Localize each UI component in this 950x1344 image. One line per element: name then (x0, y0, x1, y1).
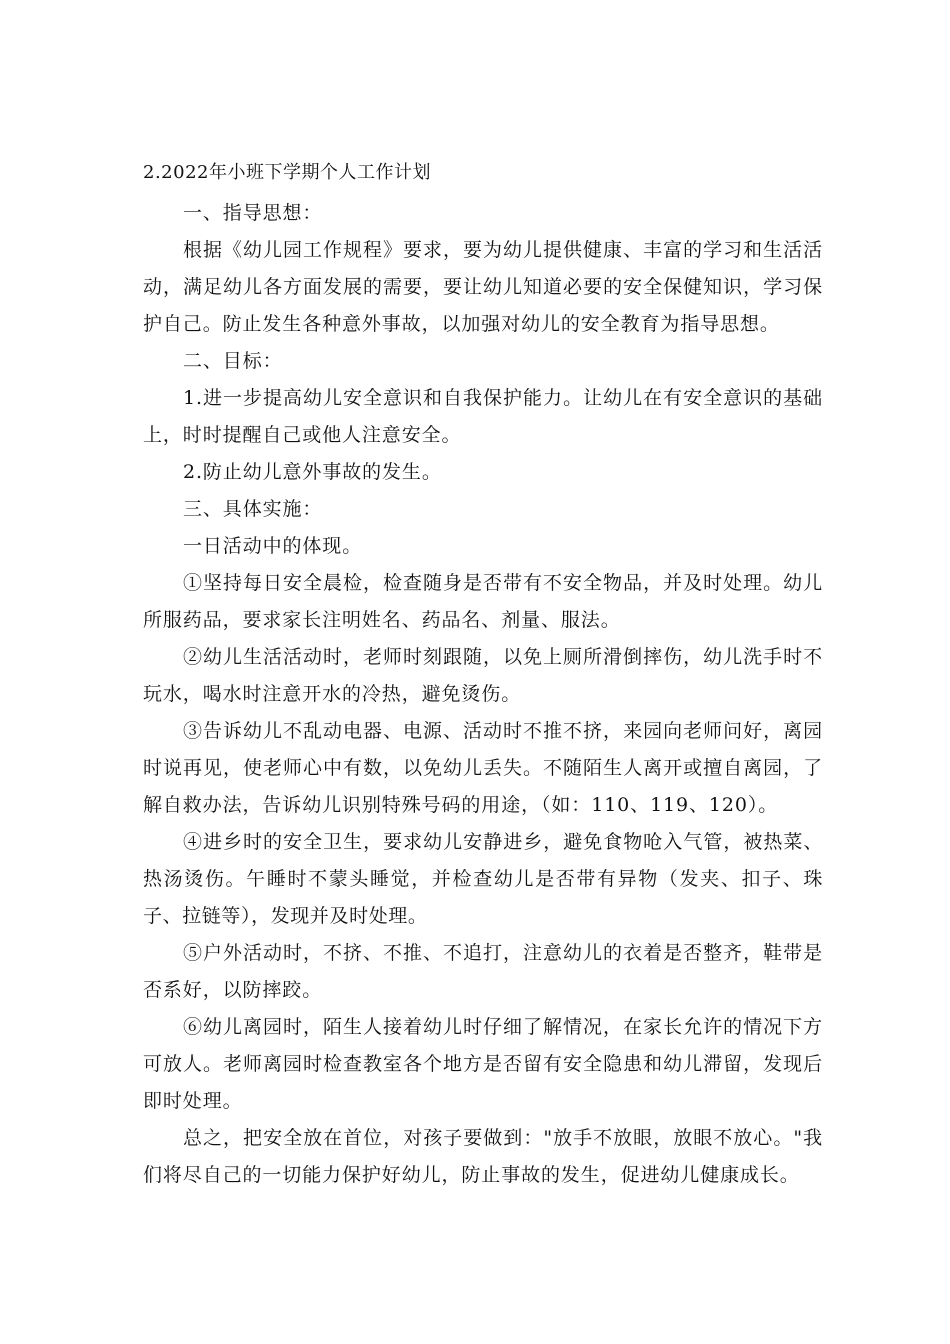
paragraph-item-3: ③告诉幼儿不乱动电器、电源、活动时不推不挤，来园向老师问好，离园时说再见，使老师心中有数，以免幼儿丢失。不随陌生人离开或擅自离园，了解自救办法，告诉幼儿识别特殊号码的用途，（如：110、119、120）。 (143, 720, 823, 816)
paragraph-goal-2: 2.防止幼儿意外事故的发生。 (183, 461, 442, 483)
section-heading-guiding-thought: 一、指导思想： (183, 202, 323, 224)
paragraph-item-5: ⑤户外活动时，不挤、不推、不追打，注意幼儿的衣着是否整齐，鞋带是否系好，以防摔跤。 (143, 942, 823, 1001)
paragraph-summary: 总之，把安全放在首位，对孩子要做到："放手不放眼，放眼不放心。"我们将尽自己的一切能力保护好幼儿，防止事故的发生，促进幼儿健康成长。 (143, 1127, 823, 1186)
paragraph-item-6: ⑥幼儿离园时，陌生人接着幼儿时仔细了解情况，在家长允许的情况下方可放人。老师离园时检查教室各个地方是否留有安全隐患和幼儿滞留，发现后即时处理。 (143, 1016, 823, 1112)
document-title: 2.2022年小班下学期个人工作计划 (143, 162, 431, 183)
section-heading-implementation: 三、具体实施： (183, 498, 323, 520)
paragraph-item-1: ①坚持每日安全晨检，检查随身是否带有不安全物品，并及时处理。幼儿所服药品，要求家长注明姓名、药品名、剂量、服法。 (143, 572, 823, 631)
section-heading-goals: 二、目标： (183, 350, 283, 372)
paragraph-item-2: ②幼儿生活活动时，老师时刻跟随，以免上厕所滑倒摔伤，幼儿洗手时不玩水，喝水时注意开水的冷热，避免烫伤。 (143, 646, 823, 705)
paragraph-guiding-thought: 根据《幼儿园工作规程》要求，要为幼儿提供健康、丰富的学习和生活活动，满足幼儿各方面发展的需要，要让幼儿知道必要的安全保健知识，学习保护自己。防止发生各种意外事故，以加强对幼儿的安全教育为指导思想。 (143, 239, 823, 335)
paragraph-item-4: ④进乡时的安全卫生，要求幼儿安静进乡，避免食物呛入气管，被热菜、热汤烫伤。午睡时不蒙头睡觉，并检查幼儿是否带有异物（发夹、扣子、珠子、拉链等），发现并及时处理。 (143, 831, 823, 927)
document-page (143, 158, 823, 1194)
paragraph-goal-1: 1.进一步提高幼儿安全意识和自我保护能力。让幼儿在有安全意识的基础上，时时提醒自己或他人注意安全。 (143, 387, 823, 446)
paragraph-daily-activities: 一日活动中的体现。 (183, 535, 363, 557)
